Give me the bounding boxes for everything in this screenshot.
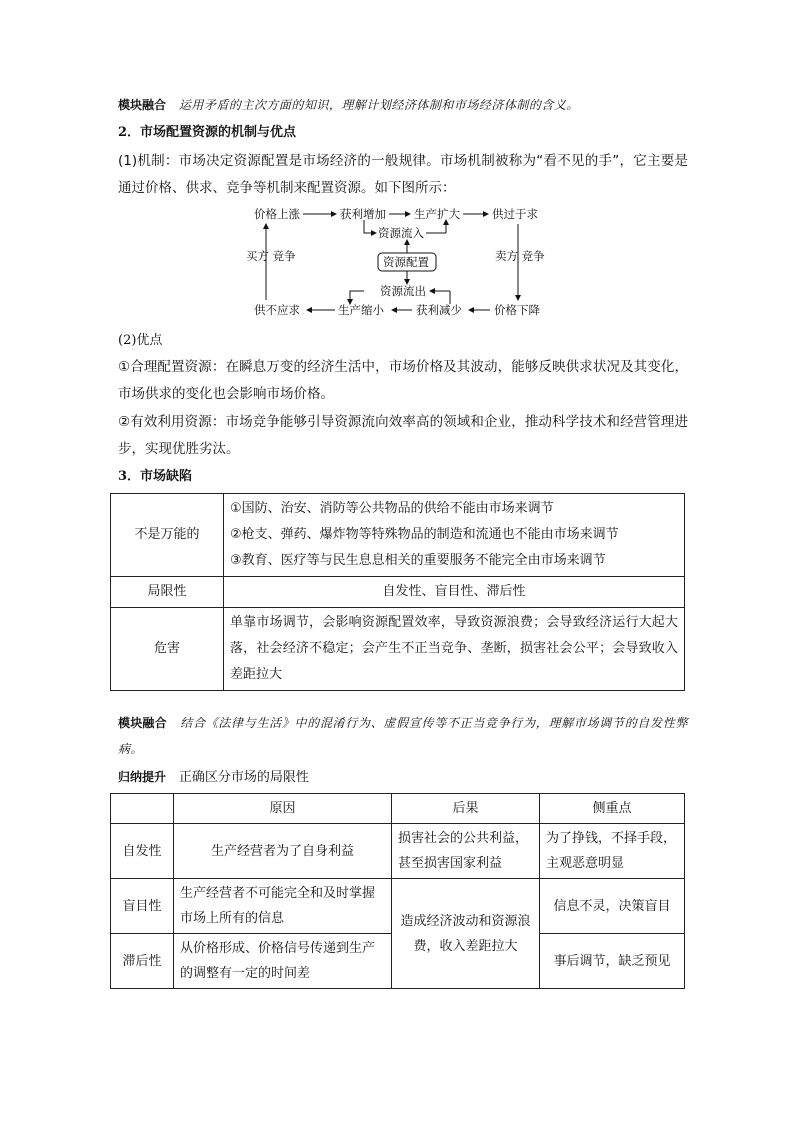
- table-row: [111, 824, 685, 879]
- row-value: [224, 494, 685, 577]
- column-header: 侧重点: [540, 794, 685, 824]
- row-label: 局限性: [111, 577, 224, 608]
- list-item: ①国防、治安、消防等公共物品的供给不能由市场来调节: [230, 501, 554, 516]
- resource-inflow-node: 资源流入: [378, 226, 424, 240]
- table-row: [111, 608, 685, 691]
- module-note-2: [118, 710, 688, 762]
- summary-heading: [118, 768, 309, 787]
- row-label: 不是万能的: [111, 494, 224, 577]
- row-label: 危害: [111, 608, 224, 691]
- row-name: 滞后性: [111, 934, 174, 989]
- seller-competition-label: 卖方 竞争: [495, 249, 545, 263]
- column-header: 原因: [174, 794, 392, 824]
- production-down-node: 生产缩小: [338, 303, 384, 317]
- advantage-1: ①合理配置资源：在瞬息万变的经济生活中，市场价格及其波动，能够反映供求状况及其变化，市场供求的变化也会影响市场价格。: [118, 359, 688, 402]
- row-value: 自发性、盲目性、滞后性: [224, 577, 685, 608]
- market-defects-table: [110, 493, 685, 691]
- module-tag: 模块融合: [118, 716, 167, 730]
- mechanism-paragraph: (1)机制：市场决定资源配置是市场经济的一般规律。市场机制被称为“看不见的手”，它主要是通过价格、供求、竞争等机制来配置资源。如下图所示：: [118, 153, 688, 196]
- row-name: 盲目性: [111, 879, 174, 934]
- focus-cell: 事后调节，缺乏预见: [540, 934, 685, 989]
- shared-effect-cell: 造成经济波动和资源浪费，收入差距拉大: [392, 879, 540, 989]
- effect-cell: 损害社会的公共利益，甚至损害国家利益: [392, 824, 540, 879]
- price-down-node: 价格下降: [494, 303, 540, 317]
- summary-tag: 归纳提升: [118, 770, 167, 784]
- column-header: 后果: [392, 794, 540, 824]
- table-row: [111, 879, 685, 934]
- buyer-competition-label: 买方 竞争: [246, 249, 296, 263]
- price-up-node: 价格上涨: [254, 207, 300, 221]
- summary-title: 正确区分市场的局限性: [178, 770, 309, 785]
- advantage-2: ②有效利用资源：市场竞争能够引导资源流向效率高的领域和企业，推动科学技术和经营管理进步，实现优胜劣汰。: [118, 414, 688, 457]
- market-mechanism-diagram: [240, 200, 560, 325]
- undersupply-node: 供不应求: [254, 303, 300, 317]
- table-row: [111, 577, 685, 608]
- row-name: 自发性: [111, 824, 174, 879]
- focus-cell: 信息不灵，决策盲目: [540, 879, 685, 934]
- module-note-text: 结合《法律与生活》中的混淆行为、虚假宣传等不正当竞争行为，理解市场调节的自发性弊病。: [118, 716, 688, 756]
- resource-outflow-node: 资源流出: [380, 284, 426, 298]
- section-3-heading: 3．市场缺陷: [118, 469, 193, 484]
- row-value: 单靠市场调节，会影响资源配置效率，导致资源浪费；会导致经济运行大起大落，社会经济不稳定；会产生不正当竞争、垄断，损害社会公平；会导致收入差距拉大: [224, 608, 685, 691]
- cause-cell: 生产经营者不可能完全和及时掌握市场上所有的信息: [174, 879, 392, 934]
- focus-cell: 为了挣钱，不择手段，主观恶意明显: [540, 824, 685, 879]
- column-header: [111, 794, 174, 824]
- list-item: ②枪支、弹药、爆炸物等特殊物品的制造和流通也不能由市场来调节: [230, 527, 619, 542]
- module-note-1: [118, 96, 579, 114]
- table-row: [111, 494, 685, 577]
- advantages-heading: (2)优点: [118, 333, 163, 348]
- cause-cell: 生产经营者为了自身利益: [174, 824, 392, 879]
- limitations-table: [110, 793, 685, 989]
- module-tag: 模块融合: [118, 98, 167, 112]
- cause-cell: 从价格形成、价格信号传递到生产的调整有一定的时间差: [174, 934, 392, 989]
- profit-up-node: 获利增加: [340, 207, 386, 221]
- module-note-text: 运用矛盾的主次方面的知识，理解计划经济体制和市场经济体制的含义。: [178, 98, 579, 112]
- resource-allocation-center: 资源配置: [383, 255, 429, 269]
- table-header-row: [111, 794, 685, 824]
- profit-down-node: 获利减少: [416, 303, 462, 317]
- oversupply-node: 供过于求: [492, 207, 538, 221]
- section-2-heading: 2．市场配置资源的机制与优点: [118, 125, 297, 140]
- list-item: ③教育、医疗等与民生息息相关的重要服务不能完全由市场来调节: [230, 553, 606, 568]
- production-up-node: 生产扩大: [414, 207, 460, 221]
